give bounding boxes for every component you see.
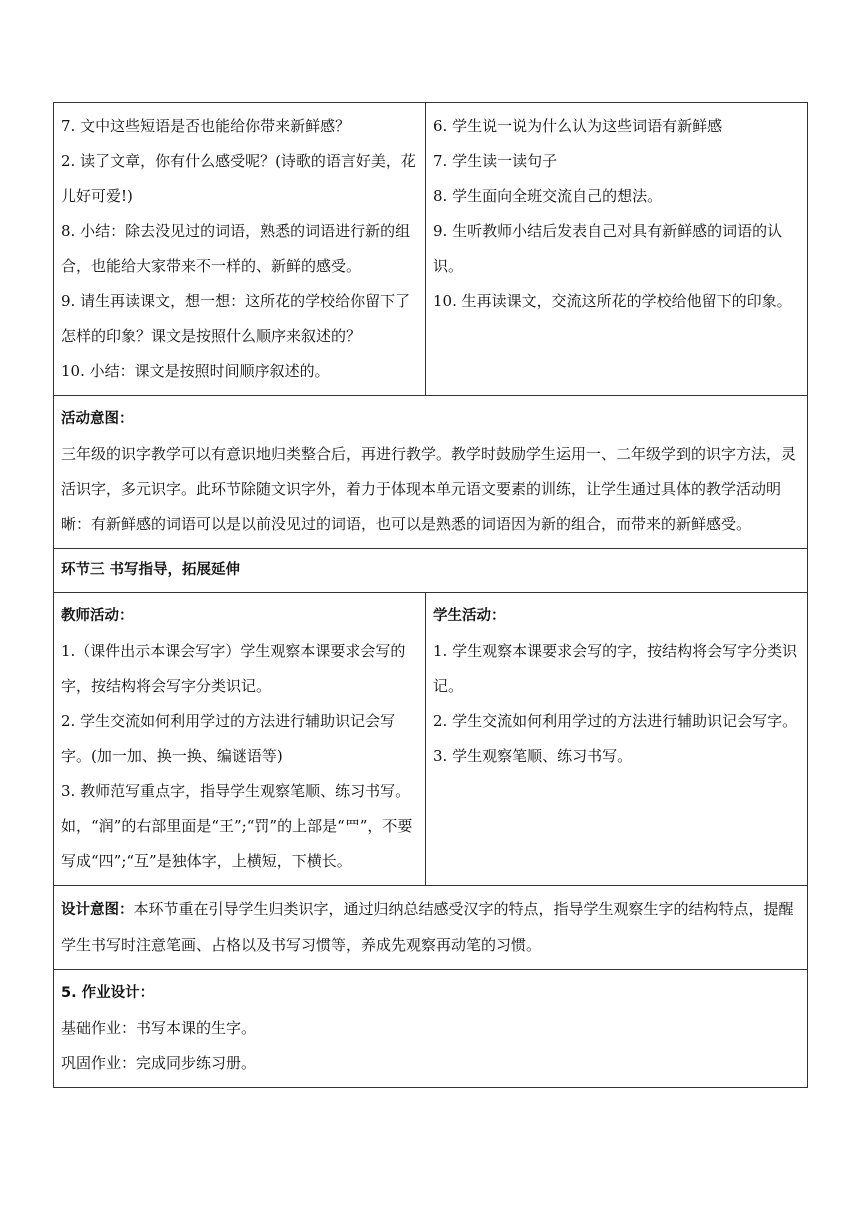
section-three-row bbox=[54, 549, 808, 593]
student-step: 6. 学生说一说为什么认为这些词语有新鲜感 bbox=[433, 117, 723, 135]
homework-consolidate: 巩固作业：完成同步练习册。 bbox=[61, 1054, 257, 1072]
design-intent-text: 本环节重在引导学生归类识字，通过归纳总结感受汉字的特点，指导学生观察生字的结构特点，提醒学生书写时注意笔画、占格以及书写习惯等，养成先观察再动笔的习惯。 bbox=[61, 900, 794, 954]
teacher-activity-cell bbox=[54, 593, 426, 886]
student-activity-step: 1. 学生观察本课要求会写的字，按结构将会写字分类识记。 bbox=[433, 642, 798, 695]
top-activities-row bbox=[54, 103, 808, 396]
student-step: 7. 学生读一读句子 bbox=[433, 152, 558, 170]
lesson-plan-table bbox=[53, 102, 808, 1088]
student-step: 8. 学生面向全班交流自己的想法。 bbox=[433, 187, 663, 205]
homework-row bbox=[54, 970, 808, 1088]
teacher-step: 10. 小结：课文是按照时间顺序叙述的。 bbox=[61, 362, 330, 380]
homework-basic: 基础作业：书写本课的生字。 bbox=[61, 1019, 257, 1037]
teacher-step: 2. 读了文章，你有什么感受呢？(诗歌的语言好美，花儿好可爱!) bbox=[61, 152, 416, 205]
activity-intent-label: 活动意图： bbox=[61, 411, 134, 427]
student-activity-step: 2. 学生交流如何利用学过的方法进行辅助识记会写字。 bbox=[433, 712, 798, 730]
design-intent-cell bbox=[54, 886, 808, 970]
teacher-activity-step: 2. 学生交流如何利用学过的方法进行辅助识记会写字。(加一加、换一换、编谜语等) bbox=[61, 712, 396, 765]
design-intent-label: 设计意图： bbox=[61, 902, 134, 918]
activity-intent-cell bbox=[54, 396, 808, 549]
teacher-steps-cell bbox=[54, 103, 426, 396]
teacher-activity-label: 教师活动： bbox=[61, 608, 134, 624]
section-three-cell bbox=[54, 549, 808, 593]
homework-cell bbox=[54, 970, 808, 1088]
design-intent-row bbox=[54, 886, 808, 970]
student-step: 10. 生再读课文，交流这所花的学校给他留下的印象。 bbox=[433, 292, 792, 310]
activity-intent-row bbox=[54, 396, 808, 549]
section-three-title: 环节三 书写指导，拓展延伸 bbox=[61, 562, 241, 578]
lesson-plan-document bbox=[53, 102, 807, 1088]
teacher-activity-step: 3. 教师范写重点字，指导学生观察笔顺、练习书写。如，“润”的右部里面是“王”;“罚”的上部是“罒”，不要写成“四”;“互”是独体字，上横短，下横长。 bbox=[61, 782, 413, 870]
activity-intent-text: 三年级的识字教学可以有意识地归类整合后，再进行教学。教学时鼓励学生运用一、二年级学到的识字方法，灵活识字，多元识字。此环节除随文识字外，着力于体现本单元语文要素的训练，让学生通过具体的教学活动明晰：有新鲜感的词语可以是以前没见过的词语，也可以是熟悉的词语因为新的组合，而带来的新鲜感受。 bbox=[61, 445, 797, 533]
student-activity-label: 学生活动： bbox=[433, 608, 506, 624]
student-activity-step: 3. 学生观察笔顺、练习书写。 bbox=[433, 747, 633, 765]
student-step: 9. 生听教师小结后发表自己对具有新鲜感的词语的认识。 bbox=[433, 222, 783, 275]
writing-activities-row bbox=[54, 593, 808, 886]
student-activity-cell bbox=[426, 593, 808, 886]
teacher-step: 7. 文中这些短语是否也能给你带来新鲜感？ bbox=[61, 117, 351, 135]
teacher-step: 9. 请生再读课文，想一想：这所花的学校给你留下了怎样的印象？课文是按照什么顺序来叙述的？ bbox=[61, 292, 411, 345]
teacher-step: 8. 小结：除去没见过的词语，熟悉的词语进行新的组合，也能给大家带来不一样的、新鲜的感受。 bbox=[61, 222, 411, 275]
homework-title: 5. 作业设计： bbox=[61, 985, 155, 1001]
student-steps-cell bbox=[426, 103, 808, 396]
teacher-activity-step: 1.（课件出示本课会写字）学生观察本课要求会写的字，按结构将会写字分类识记。 bbox=[61, 642, 406, 695]
